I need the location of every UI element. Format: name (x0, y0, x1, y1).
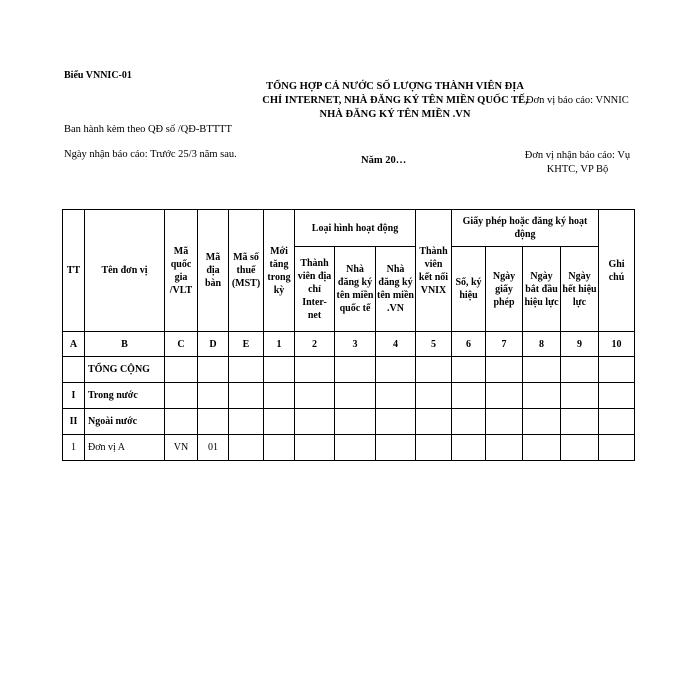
row-empty-cell (335, 357, 376, 383)
row-empty-cell (376, 383, 416, 409)
row-empty-cell (452, 435, 486, 461)
row-area-code (198, 357, 229, 383)
report-title (230, 80, 560, 122)
index-cell: 5 (416, 332, 452, 357)
header-tt: TT (63, 210, 85, 332)
index-cell: 10 (599, 332, 635, 357)
report-year: Năm 20… (361, 155, 407, 166)
row-empty-cell (486, 383, 523, 409)
header-vnix-member: Thành viên kết nối VNIX (416, 210, 452, 332)
row-country-code (165, 409, 198, 435)
header-valid-until: Ngày hết hiệu lực (561, 247, 599, 332)
title-line-2: CHỈ INTERNET, NHÀ ĐĂNG KÝ TÊN MIỀN QUỐC TẾ, (262, 95, 528, 106)
title-line-1: TỔNG HỢP CẢ NƯỚC SỐ LƯỢNG THÀNH VIÊN ĐỊA (266, 81, 524, 92)
receiving-unit-line-2: KHTC, VP Bộ (546, 164, 609, 175)
row-empty-cell (376, 357, 416, 383)
row-empty-cell (229, 435, 264, 461)
receiving-unit-line-1: Đơn vị nhận báo cáo: Vụ (524, 150, 631, 161)
row-empty-cell (486, 435, 523, 461)
row-empty-cell (335, 409, 376, 435)
row-empty-cell (335, 435, 376, 461)
table-row (63, 435, 635, 461)
row-empty-cell (486, 357, 523, 383)
index-cell: 3 (335, 332, 376, 357)
row-tt (63, 357, 85, 383)
row-empty-cell (486, 409, 523, 435)
header-unit-name: Tên đơn vị (85, 210, 165, 332)
reporting-unit: Đơn vị báo cáo: VNNIC (526, 95, 629, 106)
index-cell: B (85, 332, 165, 357)
header-internet-member: Thành viên địa chỉ Inter- net (295, 247, 335, 332)
row-empty-cell (264, 383, 295, 409)
header-symbol-number: Số, ký hiệu (452, 247, 486, 332)
index-cell: 1 (264, 332, 295, 357)
column-index-row (63, 332, 635, 357)
receiving-unit (520, 149, 635, 177)
index-cell: 2 (295, 332, 335, 357)
row-empty-cell (599, 409, 635, 435)
row-area-code (198, 409, 229, 435)
row-empty-cell (416, 435, 452, 461)
row-tt: 1 (63, 435, 85, 461)
title-line-3: NHÀ ĐĂNG KÝ TÊN MIỀN .VN (319, 109, 471, 120)
table-row (63, 357, 635, 383)
row-unit-name: TỔNG CỘNG (85, 357, 165, 383)
row-empty-cell (561, 435, 599, 461)
row-empty-cell (229, 409, 264, 435)
row-unit-name: Trong nước (85, 383, 165, 409)
row-empty-cell (376, 435, 416, 461)
row-area-code: 01 (198, 435, 229, 461)
row-country-code: VN (165, 435, 198, 461)
row-empty-cell (523, 435, 561, 461)
report-table (62, 209, 635, 461)
index-cell: 6 (452, 332, 486, 357)
index-cell: 4 (376, 332, 416, 357)
index-cell: 8 (523, 332, 561, 357)
index-cell: D (198, 332, 229, 357)
header-license-group: Giấy phép hoặc đăng ký hoạt động (452, 210, 599, 247)
row-empty-cell (452, 409, 486, 435)
form-code: Biểu VNNIC-01 (64, 70, 132, 81)
row-empty-cell (295, 383, 335, 409)
table-row (63, 383, 635, 409)
row-empty-cell (452, 357, 486, 383)
row-empty-cell (561, 383, 599, 409)
row-empty-cell (295, 409, 335, 435)
row-unit-name: Ngoài nước (85, 409, 165, 435)
index-cell: E (229, 332, 264, 357)
row-tt: I (63, 383, 85, 409)
row-empty-cell (264, 409, 295, 435)
header-notes: Ghi chú (599, 210, 635, 332)
row-empty-cell (599, 435, 635, 461)
header-intl-registrar: Nhà đăng ký tên miền quốc tế (335, 247, 376, 332)
row-empty-cell (561, 357, 599, 383)
row-empty-cell (335, 383, 376, 409)
row-empty-cell (523, 357, 561, 383)
row-empty-cell (264, 357, 295, 383)
row-country-code (165, 383, 198, 409)
header-area-code: Mã địa bàn (198, 210, 229, 332)
row-tt: II (63, 409, 85, 435)
row-empty-cell (523, 409, 561, 435)
row-empty-cell (416, 409, 452, 435)
row-empty-cell (416, 357, 452, 383)
header-vn-registrar: Nhà đăng ký tên miền .VN (376, 247, 416, 332)
row-unit-name: Đơn vị A (85, 435, 165, 461)
index-cell: C (165, 332, 198, 357)
row-empty-cell (561, 409, 599, 435)
header-activity-type: Loại hình hoạt động (295, 210, 416, 247)
row-empty-cell (376, 409, 416, 435)
data-rows (63, 357, 635, 461)
row-empty-cell (599, 357, 635, 383)
header-tax-code: Mã số thuế (MST) (229, 210, 264, 332)
row-empty-cell (229, 383, 264, 409)
receipt-deadline: Ngày nhận báo cáo: Trước 25/3 năm sau. (64, 149, 237, 160)
header-license-date: Ngày giấy phép (486, 247, 523, 332)
issued-with-decision: Ban hành kèm theo QĐ số /QĐ-BTTTT (64, 124, 232, 135)
row-empty-cell (416, 383, 452, 409)
header-row-1 (63, 210, 635, 247)
header-new-in-period: Mới tăng trong kỳ (264, 210, 295, 332)
row-empty-cell (264, 435, 295, 461)
row-country-code (165, 357, 198, 383)
table-row (63, 409, 635, 435)
row-empty-cell (523, 383, 561, 409)
index-cell: A (63, 332, 85, 357)
index-cell: 7 (486, 332, 523, 357)
row-empty-cell (295, 435, 335, 461)
row-area-code (198, 383, 229, 409)
row-empty-cell (599, 383, 635, 409)
row-empty-cell (295, 357, 335, 383)
row-empty-cell (452, 383, 486, 409)
row-empty-cell (229, 357, 264, 383)
index-cell: 9 (561, 332, 599, 357)
header-valid-from: Ngày bắt đầu hiệu lực (523, 247, 561, 332)
header-country-code: Mã quốc gia /VLT (165, 210, 198, 332)
